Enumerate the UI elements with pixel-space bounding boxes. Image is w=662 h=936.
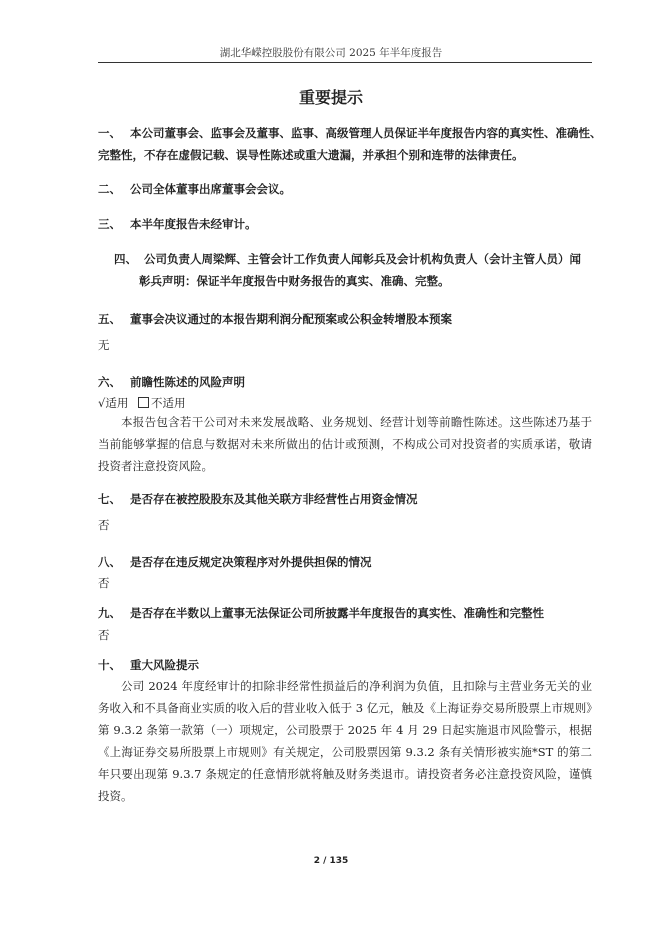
section-3-text: 本半年度报告未经审计。 — [130, 217, 257, 231]
page-title: 重要提示 — [298, 88, 363, 107]
section-8-answer: 否 — [98, 576, 110, 590]
section-6-number: 六、 — [98, 375, 121, 389]
section-9-number: 九、 — [98, 606, 121, 620]
section-7-text: 是否存在被控股股东及其他关联方非经营性占用资金情况 — [130, 492, 418, 506]
applicability-options — [98, 395, 185, 411]
section-1-line-1: 本公司董事会、监事会及董事、监事、高级管理人员保证半年度报告内容的真实性、准确性、 — [130, 126, 602, 140]
section-2-number: 二、 — [98, 182, 121, 196]
section-1-number: 一、 — [98, 126, 121, 140]
not-applicable-option: 不适用 — [150, 396, 186, 410]
section-3-number: 三、 — [98, 217, 121, 231]
section-4-number: 四、 — [114, 252, 137, 266]
section-5-number: 五、 — [98, 312, 121, 326]
section-8-number: 八、 — [98, 555, 121, 569]
section-10-paragraph: 公司 2024 年度经审计的扣除非经常性损益后的净利润为负值，且扣除与主营业务无关的业务收入和不具备商业实质的收入后的营业收入低于 3 亿元，触及《上海证券交易所股票上市规则》第 9.3.2 条第一款第（一）项规定，公司股票于 2025 年 4 月 29 日起实施退市风险警示，根据《上海证券交易所股票上市规则》有关规定，公司股票因第 9.3.2 条有关情形被实施*ST 的第二年只要出现第 9.3.7 条规定的任意情形就将触及财务类退市。请投资者务必注意投资风险，谨慎投资。 — [98, 679, 592, 803]
section-9-answer: 否 — [98, 628, 110, 642]
page-number: 2 / 135 — [313, 856, 349, 866]
section-8-text: 是否存在违反规定决策程序对外提供担保的情况 — [130, 555, 372, 569]
section-10-text: 重大风险提示 — [130, 658, 199, 672]
section-10-number: 十、 — [98, 658, 121, 672]
section-5-answer: 无 — [98, 338, 110, 352]
section-7-answer: 否 — [98, 518, 110, 532]
section-7-number: 七、 — [98, 492, 121, 506]
section-5-text: 董事会决议通过的本报告期利润分配预案或公积金转增股本预案 — [130, 312, 452, 326]
section-6-paragraph: 本报告包含若干公司对未来发展战略、业务规划、经营计划等前瞻性陈述。这些陈述乃基于当前能够掌握的信息与数据对未来所做出的估计或预测，不构成公司对投资者的实质承诺，敬请投资者注意投资风险。 — [98, 415, 592, 473]
section-2-text: 公司全体董事出席董事会会议。 — [130, 182, 291, 196]
checkbox-empty-icon — [138, 397, 149, 408]
section-9-text: 是否存在半数以上董事无法保证公司所披露半年度报告的真实性、准确性和完整性 — [130, 606, 544, 620]
applicable-option: √适用 — [98, 396, 129, 410]
section-1-line-2: 完整性，不存在虚假记载、误导性陈述或重大遗漏，并承担个别和连带的法律责任。 — [98, 148, 524, 162]
header-divider — [98, 62, 592, 63]
page-header: 湖北华嵘控股股份有限公司 2025 年半年度报告 — [219, 47, 443, 59]
section-4-line-1: 公司负责人周梁辉、主管会计工作负责人闻彰兵及会计机构负责人（会计主管人员）闻 — [144, 252, 581, 266]
section-4-line-2: 彰兵声明：保证半年度报告中财务报告的真实、准确、完整。 — [139, 274, 450, 288]
section-6-text: 前瞻性陈述的风险声明 — [130, 375, 245, 389]
